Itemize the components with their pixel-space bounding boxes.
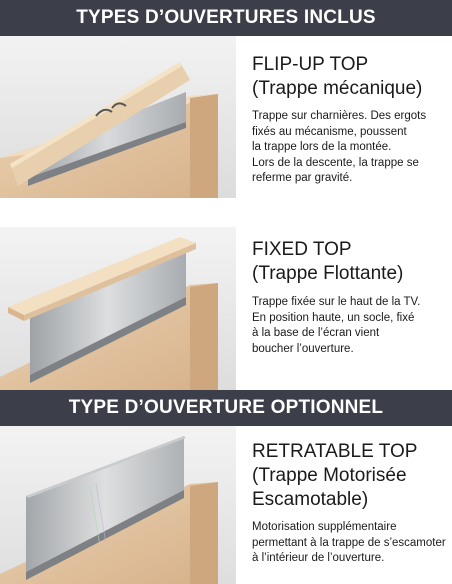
description-line: referme par gravité. [252, 172, 353, 184]
flip-up-top-title-line: FLIP-UP TOP [252, 54, 369, 75]
description-line: En position haute, un socle, fixé [252, 311, 415, 324]
optional-type-header [0, 390, 452, 426]
fixed-top-title [252, 238, 448, 286]
retractable-top-illustration [0, 426, 236, 584]
description-line: Trappe sur charnières. Des ergots [252, 110, 427, 122]
retractable-top-title-line: RETRATABLE TOP [252, 441, 418, 462]
fixed-top-description [252, 295, 448, 357]
fixed-top-subtitle-line: (Trappe Flottante) [252, 263, 404, 284]
retractable-top-subtitle-line-2: Escamotable) [252, 489, 369, 510]
flip-up-top-image [0, 36, 236, 198]
flip-up-top-description-block [252, 53, 448, 187]
description-line: à l’intérieur de l’ouverture. [252, 552, 385, 564]
description-line: Motorisation supplémentaire [252, 521, 397, 533]
retractable-top-description [252, 520, 448, 567]
retractable-top-description-block [252, 440, 448, 567]
description-line: fixés au mécanisme, poussent [252, 125, 407, 138]
flip-up-top-title [252, 53, 448, 101]
included-types-header-text: TYPES D’OUVERTURES INCLUS [76, 7, 376, 28]
fixed-top-title-line: FIXED TOP [252, 239, 352, 260]
optional-type-header-text: TYPE D’OUVERTURE OPTIONNEL [68, 397, 384, 418]
description-line: Trappe fixée sur le haut de la TV. [252, 296, 421, 308]
description-line: à la base de l’écran vient [252, 327, 380, 339]
description-line: Lors de la descente, la trappe se [252, 156, 419, 169]
description-line: boucher l’ouverture. [252, 342, 354, 355]
fixed-top-image [0, 227, 236, 390]
flip-up-top-subtitle-line: (Trappe mécanique) [252, 78, 423, 99]
description-line: la trappe lors de la montée. [252, 141, 392, 153]
included-types-header [0, 0, 452, 36]
fixed-top-illustration [0, 227, 236, 390]
fixed-top-description-block [252, 238, 448, 357]
flip-up-top-illustration [0, 36, 236, 198]
retractable-top-image [0, 426, 236, 584]
flip-up-top-description [252, 109, 448, 187]
retractable-top-subtitle-line: (Trappe Motorisée [252, 465, 407, 486]
description-line: permettant à la trappe de s’escamoter [252, 536, 446, 549]
retractable-top-title [252, 440, 448, 512]
